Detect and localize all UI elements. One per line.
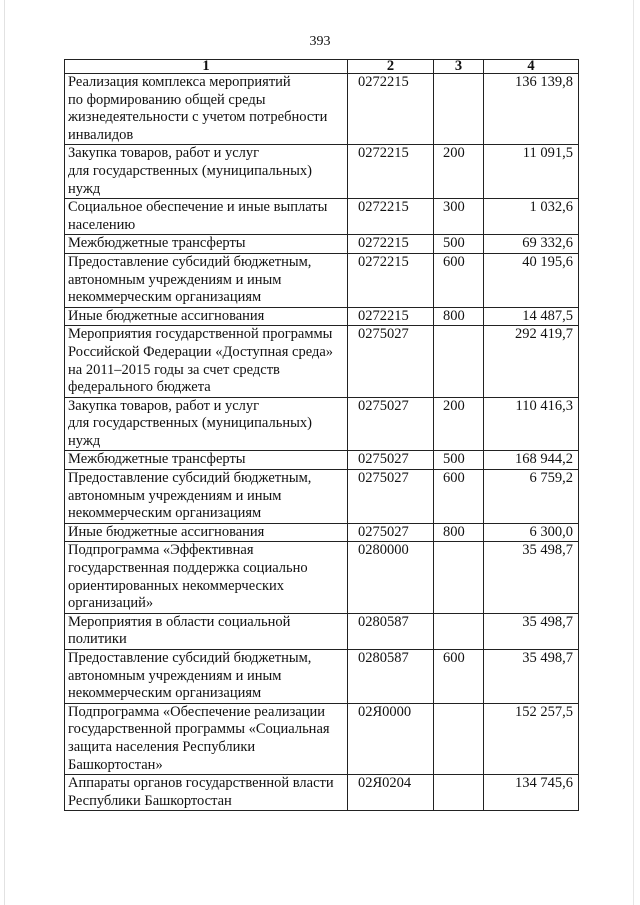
row-name: Подпрограмма «Эффективная государственная поддержка социально ориентированных некоммерческих организаций» [65, 542, 348, 613]
row-target-code: 0280000 [348, 542, 434, 613]
row-target-code: 0275027 [348, 523, 434, 542]
row-amount: 69 332,6 [484, 235, 579, 254]
scan-edge-left [4, 0, 5, 905]
row-amount: 1 032,6 [484, 199, 579, 235]
table-row [65, 650, 579, 704]
table-row [65, 74, 579, 145]
row-expense-type: 500 [434, 451, 484, 470]
row-amount: 11 091,5 [484, 145, 579, 199]
row-expense-type [434, 613, 484, 649]
table-row [65, 307, 579, 326]
page-number: 393 [309, 34, 331, 49]
row-target-code: 0272215 [348, 145, 434, 199]
table-row [65, 253, 579, 307]
row-amount: 6 300,0 [484, 523, 579, 542]
row-expense-type [434, 775, 484, 811]
row-target-code: 0272215 [348, 307, 434, 326]
row-name: Предоставление субсидий бюджетным, автономным учреждениям и иным некоммерческим организациям [65, 253, 348, 307]
row-amount: 14 487,5 [484, 307, 579, 326]
table-row [65, 397, 579, 451]
table-row [65, 470, 579, 524]
table-row [65, 145, 579, 199]
budget-table [64, 59, 579, 811]
row-amount: 6 759,2 [484, 470, 579, 524]
table-row [65, 613, 579, 649]
table-row [65, 326, 579, 397]
table-row [65, 199, 579, 235]
row-name: Межбюджетные трансферты [65, 235, 348, 254]
row-target-code: 0275027 [348, 451, 434, 470]
column-header-2: 2 [348, 60, 434, 74]
row-target-code: 02Я0000 [348, 703, 434, 774]
row-expense-type: 200 [434, 397, 484, 451]
row-expense-type: 300 [434, 199, 484, 235]
table-row [65, 703, 579, 774]
table-row [65, 451, 579, 470]
table-row [65, 523, 579, 542]
row-target-code: 0272215 [348, 235, 434, 254]
table-row [65, 235, 579, 254]
table-row [65, 775, 579, 811]
row-amount: 292 419,7 [484, 326, 579, 397]
table-header-row [65, 60, 579, 74]
row-expense-type: 800 [434, 307, 484, 326]
row-target-code: 0275027 [348, 470, 434, 524]
row-name: Мероприятия государственной программы Российской Федерации «Доступная среда» на 2011–2015 годы за счет средств федерального бюджета [65, 326, 348, 397]
row-expense-type: 600 [434, 650, 484, 704]
row-target-code: 0280587 [348, 613, 434, 649]
row-amount: 35 498,7 [484, 650, 579, 704]
row-expense-type: 600 [434, 470, 484, 524]
table-row [65, 542, 579, 613]
row-amount: 136 139,8 [484, 74, 579, 145]
row-name: Предоставление субсидий бюджетным, автономным учреждениям и иным некоммерческим организациям [65, 650, 348, 704]
row-target-code: 0272215 [348, 74, 434, 145]
row-name: Мероприятия в области социальной политики [65, 613, 348, 649]
row-target-code: 0280587 [348, 650, 434, 704]
row-amount: 168 944,2 [484, 451, 579, 470]
row-amount: 110 416,3 [484, 397, 579, 451]
row-target-code: 0272215 [348, 253, 434, 307]
table-body [65, 74, 579, 811]
column-header-1: 1 [65, 60, 348, 74]
row-expense-type: 500 [434, 235, 484, 254]
row-expense-type [434, 542, 484, 613]
row-name: Закупка товаров, работ и услуг для государственных (муниципальных) нужд [65, 397, 348, 451]
row-amount: 40 195,6 [484, 253, 579, 307]
row-name: Реализация комплекса мероприятий по формированию общей среды жизнедеятельности с учетом потребности инвалидов [65, 74, 348, 145]
row-expense-type: 200 [434, 145, 484, 199]
row-name: Межбюджетные трансферты [65, 451, 348, 470]
row-name: Аппараты органов государственной власти Республики Башкортостан [65, 775, 348, 811]
row-name: Предоставление субсидий бюджетным, автономным учреждениям и иным некоммерческим организациям [65, 470, 348, 524]
row-expense-type [434, 703, 484, 774]
row-target-code: 02Я0204 [348, 775, 434, 811]
column-header-4: 4 [484, 60, 579, 74]
row-expense-type [434, 74, 484, 145]
column-header-3: 3 [434, 60, 484, 74]
row-expense-type [434, 326, 484, 397]
row-expense-type: 800 [434, 523, 484, 542]
row-name: Иные бюджетные ассигнования [65, 307, 348, 326]
row-amount: 35 498,7 [484, 613, 579, 649]
row-name: Закупка товаров, работ и услуг для государственных (муниципальных) нужд [65, 145, 348, 199]
row-target-code: 0275027 [348, 326, 434, 397]
row-name: Социальное обеспечение и иные выплаты населению [65, 199, 348, 235]
row-amount: 134 745,6 [484, 775, 579, 811]
row-expense-type: 600 [434, 253, 484, 307]
row-name: Подпрограмма «Обеспечение реализации государственной программы «Социальная защита населения Республики Башкортостан» [65, 703, 348, 774]
row-target-code: 0272215 [348, 199, 434, 235]
row-name: Иные бюджетные ассигнования [65, 523, 348, 542]
row-amount: 35 498,7 [484, 542, 579, 613]
row-amount: 152 257,5 [484, 703, 579, 774]
scan-edge-right [633, 0, 634, 905]
row-target-code: 0275027 [348, 397, 434, 451]
